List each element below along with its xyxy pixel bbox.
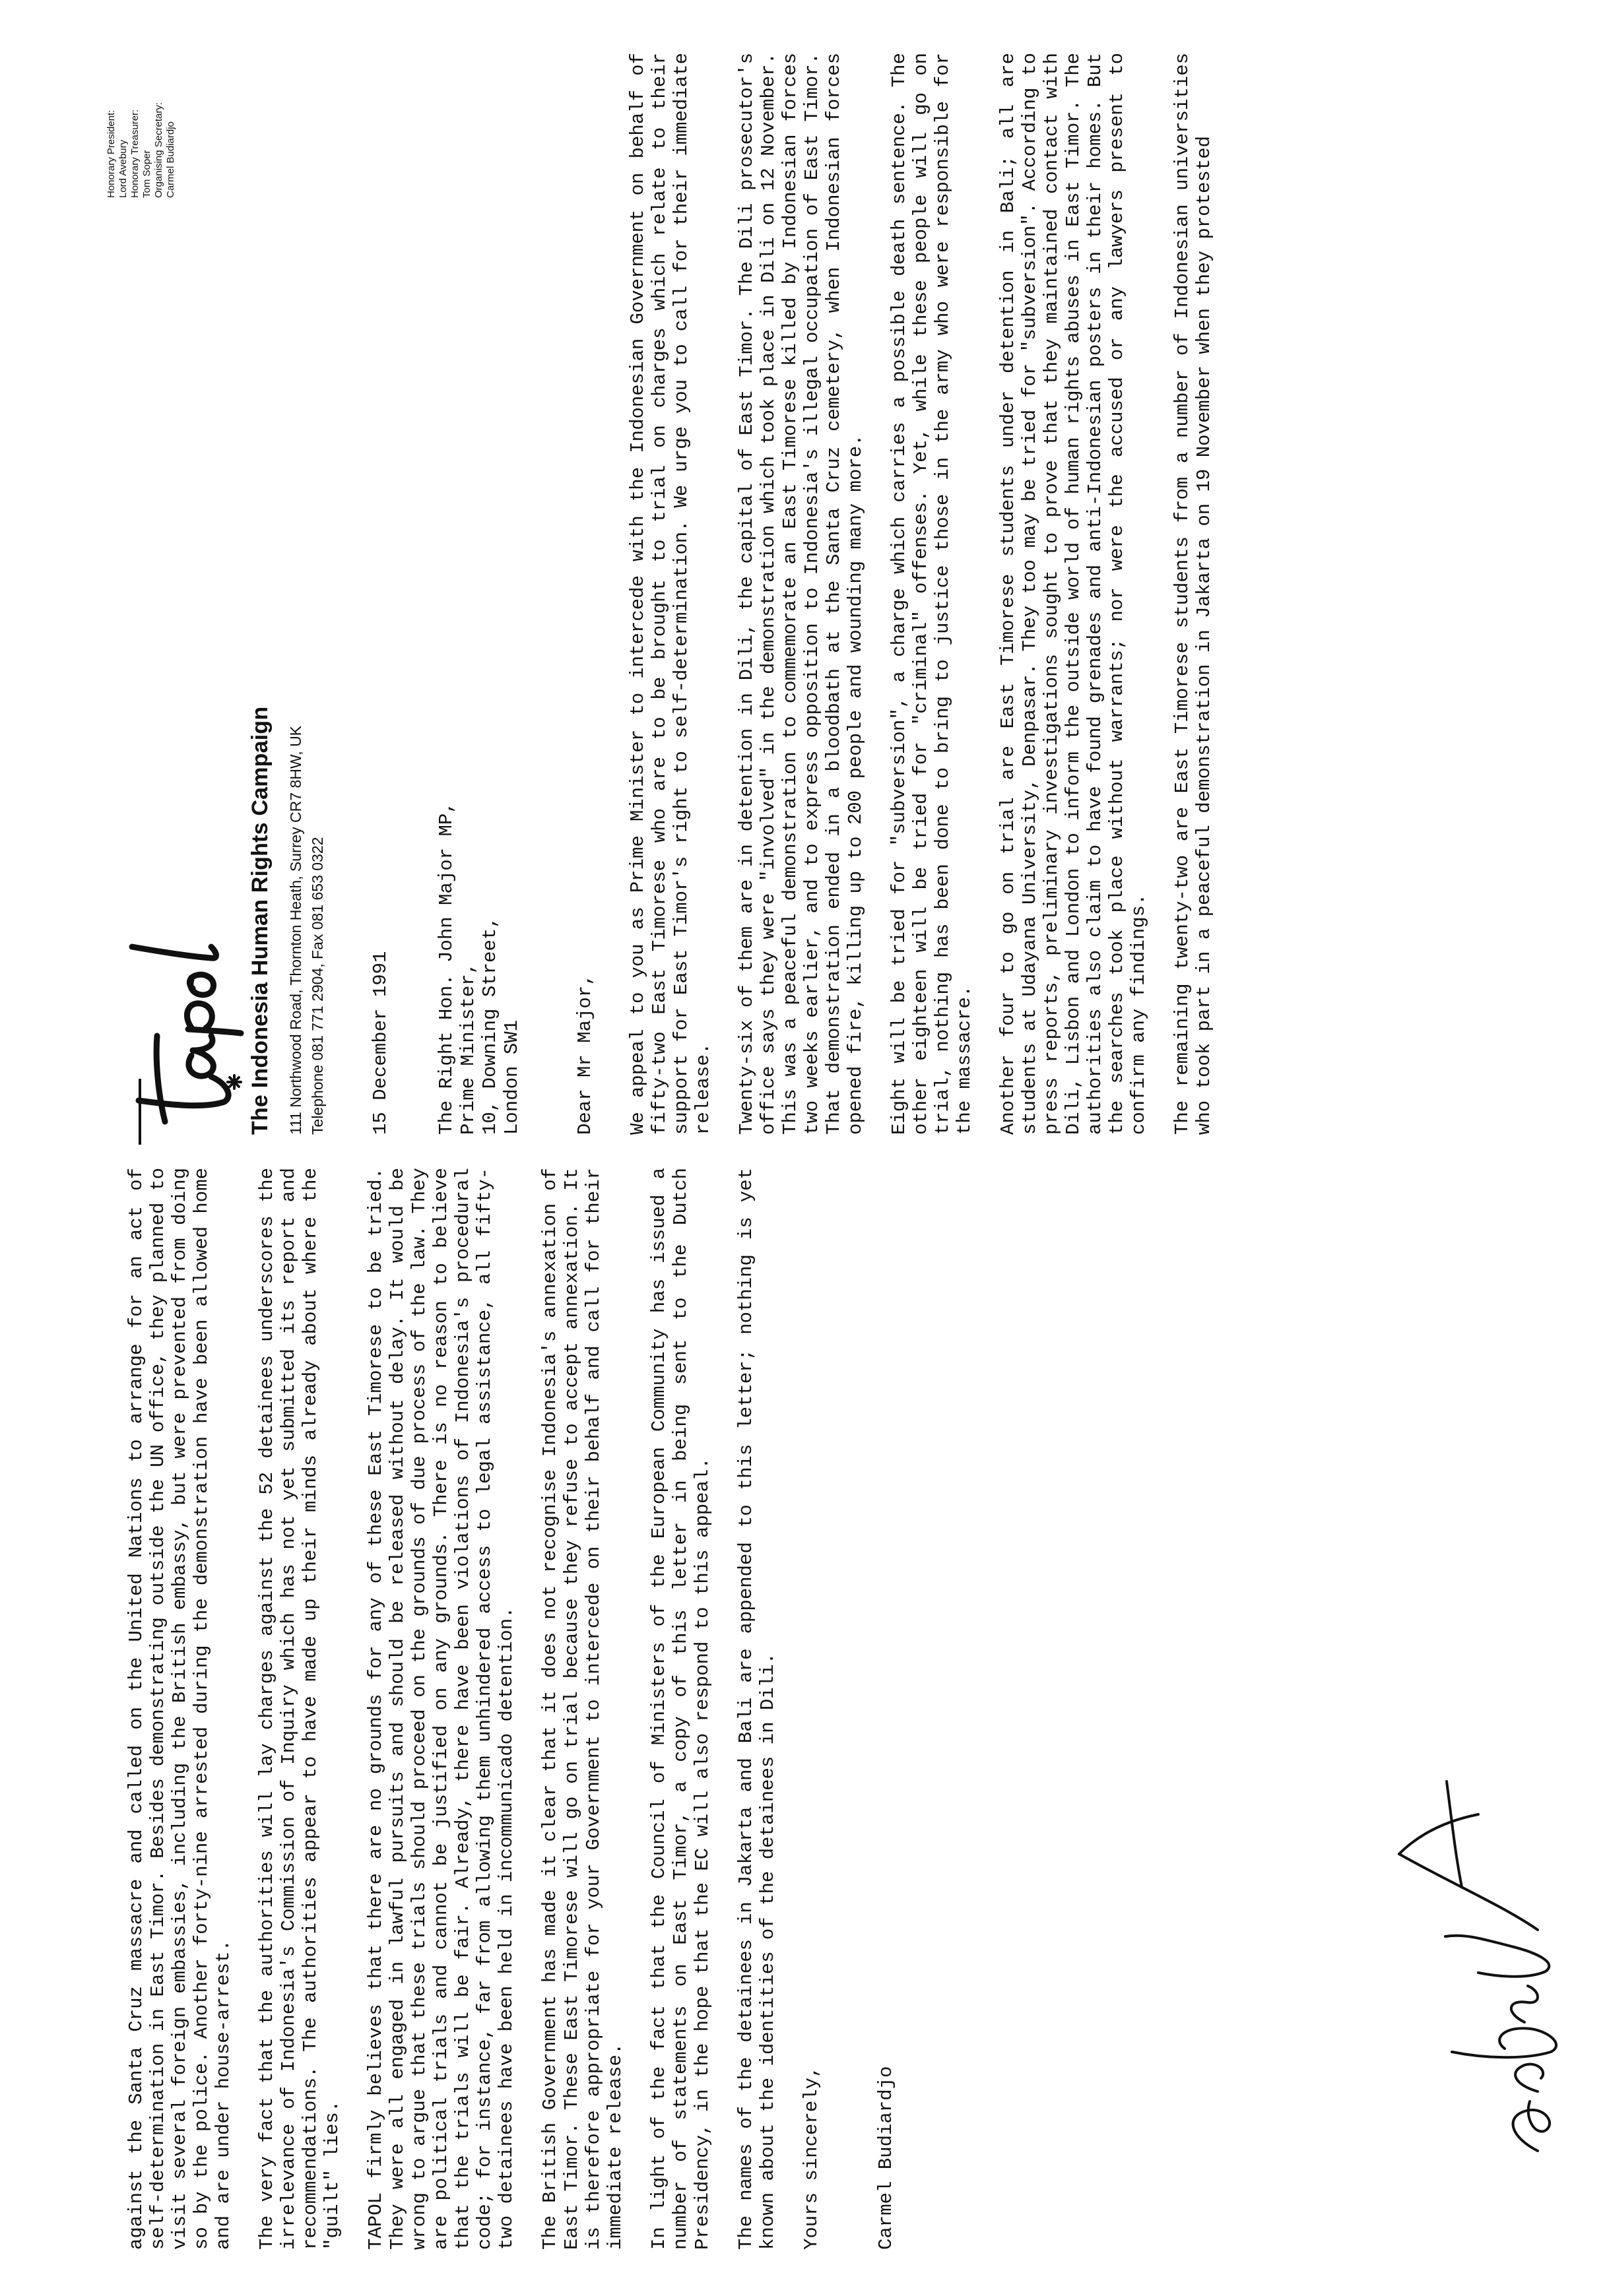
body-paragraph: The British Government has made it clear that it does not recognise Indonesia's annexation of East Timor. These East Timorese will go on trial because they refuse to accept annexation. It is therefore appropriate for your Government to intercede on their behalf and call for their immediate release. bbox=[539, 1168, 626, 2250]
letter-body-page-2 bbox=[125, 1168, 897, 2250]
tapol-logo bbox=[119, 937, 244, 1135]
body-paragraph: against the Santa Cruz massacre and called on the United Nations to arrange for an act of self-determination in East Timor. Besides demonstrating outside the UN office, they planned to visit several foreign embassies, including the British embassy, but were prevented from doing so by the police. Another forty-nine arrested during the demonstration have been allowed home and are under house-arrest. bbox=[125, 1168, 234, 2250]
recipient-line: 10, Downing Street, bbox=[479, 916, 501, 1135]
letter-page-1 bbox=[99, 53, 1551, 1135]
officer-role: Organising Secretary: bbox=[153, 102, 164, 198]
recipient-line: The Right Hon. John Major MP, bbox=[436, 802, 457, 1135]
body-paragraph: We appeal to you as Prime Minister to intercede with the Indonesian Government on behalf of fifty-two East Timorese who are to be brought to trial on charges which relate to their support for East Timor's right to self-determination. We urge you to call for their immediate release. bbox=[627, 53, 714, 1135]
body-paragraph: The remaining twenty-two are East Timorese students from a number of Indonesian universities who took part in a peaceful demonstration in Jakarta on 19 November when they protested bbox=[1171, 53, 1215, 1135]
recipient-line: Prime Minister, bbox=[457, 962, 479, 1135]
organization-phone: Telephone 081 771 2904, Fax 081 653 0322 bbox=[309, 837, 326, 1135]
officer-name: Lord Avebury bbox=[117, 139, 129, 198]
recipient-line: London SW1 bbox=[501, 1019, 523, 1135]
officers-list bbox=[106, 53, 177, 198]
body-paragraph: The very fact that the authorities will lay charges against the 52 detainees underscores the irrelevance of Indonesia's Commission of Inquiry which has not yet submitted its report and recommendations. The authorities appear to have made up their minds already about where the "guilt" lies. bbox=[256, 1168, 343, 2250]
body-paragraph: Eight will be tried for "subversion", a charge which carries a possible death sentence. The other eighteen will be tried for "criminal" offenses. Yet, while these people will go on trial, nothing has been done to bring to justice those in the army who were responsible for the massacre. bbox=[888, 53, 975, 1135]
body-paragraph: In light of the fact that the Council of Ministers of the European Community has issued a number of statements on East Timor, a copy of this letter in being sent to the Dutch Presidency, in the hope that the EC will also respond to this appeal. bbox=[648, 1168, 713, 2250]
organization-name: The Indonesia Human Rights Campaign bbox=[247, 706, 273, 1135]
letter-page-2 bbox=[99, 1168, 1551, 2250]
letter-date: 15 December 1991 bbox=[370, 951, 391, 1135]
officer-name: Tom Soper bbox=[141, 150, 152, 198]
closing-phrase: Yours sincerely, bbox=[801, 2066, 822, 2250]
body-paragraph: The names of the detainees in Jakarta and Bali are appended to this letter; nothing is yet known about the identities of the detainees in Dili. bbox=[735, 1168, 779, 2250]
handwritten-signature bbox=[1373, 1755, 1590, 2164]
body-paragraph: Another four to go on trial are East Timorese students under detention in Bali; all are students at Udayana University, Denpasar. They too may be tried for "subversion". According to press reports, preliminary investigations sought to prove that they maintained contact with Dili, Lisbon and London to inform the outside world of human rights abuses in East Timor. The authorities also claim to have found grenades and anti-Indonesian posters in their homes. But the searches took place without warrants; nor were the accused or any lawyers present to confirm any findings. bbox=[997, 53, 1150, 1135]
body-paragraph: Twenty-six of them are in detention in Dili, the capital of East Timor. The Dili prosecutor's office says they were "involved" in the demonstration which took place in Dili on 12 November. This was a peaceful demonstration to commemorate an East Timorese killed by Indonesian forces two weeks earlier, and to express opposition to Indonesia's illegal occupation of East Timor. That demonstration ended in a bloodbath at the Santa Cruz cemetery, when Indonesian forces opened fire, killing up to 200 people and wounding many more. bbox=[736, 53, 867, 1135]
signatory-name: Carmel Budiardjo bbox=[875, 2066, 897, 2250]
signature-scribble bbox=[1373, 1755, 1590, 2164]
letter-closing bbox=[801, 1168, 897, 2250]
officer-name: Carmel Budiardjo bbox=[165, 121, 176, 198]
officer-role: Honorary Treasurer: bbox=[129, 109, 141, 198]
letter-body-page-1 bbox=[627, 53, 1237, 1135]
salutation: Dear Mr Major, bbox=[574, 974, 596, 1135]
tapol-logo-mark bbox=[119, 937, 244, 1135]
body-paragraph: TAPOL firmly believes that there are no grounds for any of these East Timorese to be tried. They were all engaged in lawful pursuits and should be released without delay. It would be wrong to argue that these trials should proceed on the grounds of due process of the law. They are political trials and cannot be justified on any grounds. There is no reason to believe that the trials will be fair. Already, there have been violations of Indonesia's procedural code; for instance, far from allowing them unhindered access to legal assistance, all fifty-two detainees have been held in incommunicado detention. bbox=[365, 1168, 517, 2250]
recipient-address bbox=[436, 802, 523, 1135]
officer-role: Honorary President: bbox=[106, 110, 117, 198]
organization-address: 111 Northwood Road, Thornton Heath, Surrey CR7 8HW, UK bbox=[287, 725, 304, 1135]
